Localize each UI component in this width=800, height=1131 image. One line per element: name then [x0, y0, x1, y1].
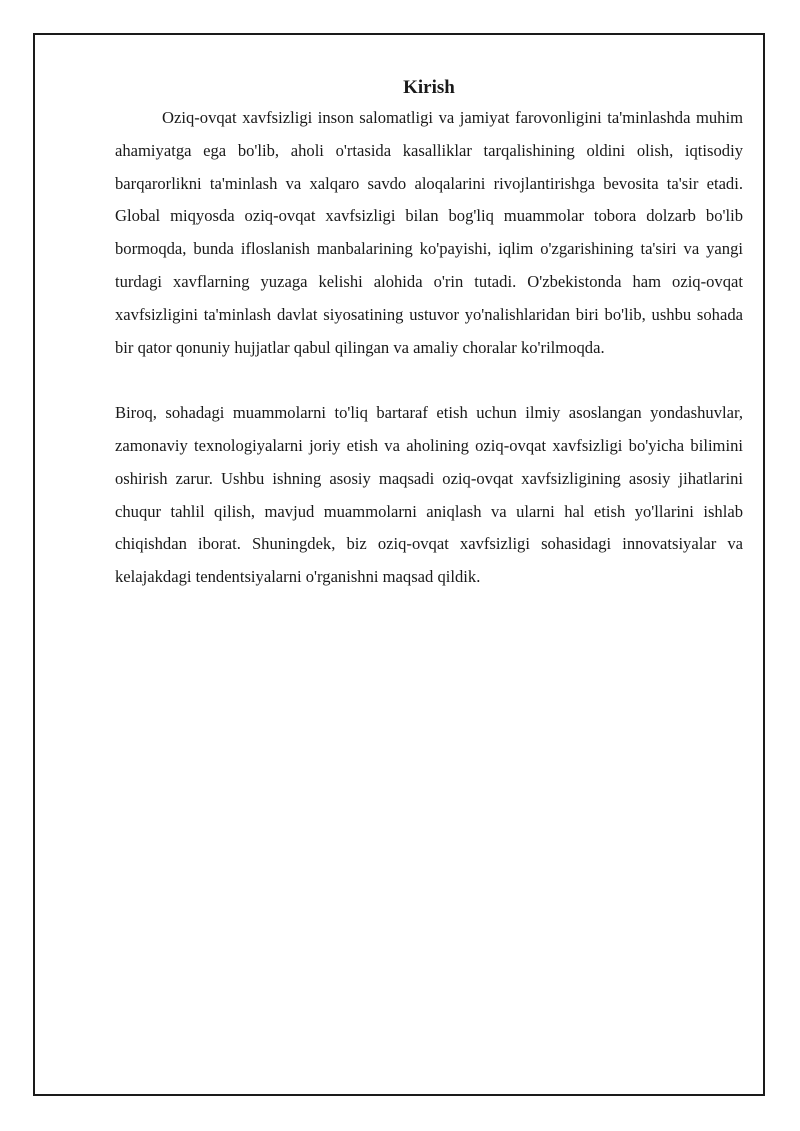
paragraph-intro: Oziq-ovqat xavfsizligi inson salomatligi va jamiyat farovonligini ta'minlashda muhim ahamiyatga ega bo'lib, aholi o'rtasida kasalliklar tarqalishining oldini olish, iqtisodiy barqarorlikni ta'minlash va xalqaro savdo aloqalarini rivojlantirishga bevosita ta'sir etadi. Global miqyosda oziq-ovqat xavfsizligi bilan bog'liq muammolar tobora dolzarb bo'lib bormoqda, bunda ifloslanish manbalarining ko'payishi, iqlim o'zgarishining ta'siri va yangi turdagi xavflarning yuzaga kelishi alohida o'rin tutadi. O'zbekistonda ham oziq-ovqat xavfsizligini ta'minlash davlat siyosatining ustuvor yo'nalishlaridan biri bo'lib, ushbu sohada bir qator qonuniy hujjatlar qabul qilingan va amaliy choralar ko'rilmoqda.	[115, 108, 743, 357]
document-title: Kirish	[403, 77, 455, 98]
paragraph-goals: Biroq, sohadagi muammolarni to'liq bartaraf etish uchun ilmiy asoslangan yondashuvlar, zamonaviy texnologiyalarni joriy etish va aholining oziq-ovqat xavfsizligi bo'yicha bilimini oshirish zarur. Ushbu ishning asosiy maqsadi oziq-ovqat xavfsizligining asosiy jihatlarini chuqur tahlil qilish, mavjud muammolarni aniqlash va ularni hal etish yo'llarini ishlab chiqishdan iborat. Shuningdek, biz oziq-ovqat xavfsizligi sohasidagi innovatsiyalar va kelajakdagi tendentsiyalarni o'rganishni maqsad qildik.	[115, 403, 743, 587]
paragraph-spacer	[115, 364, 743, 397]
document-body	[115, 76, 743, 594]
